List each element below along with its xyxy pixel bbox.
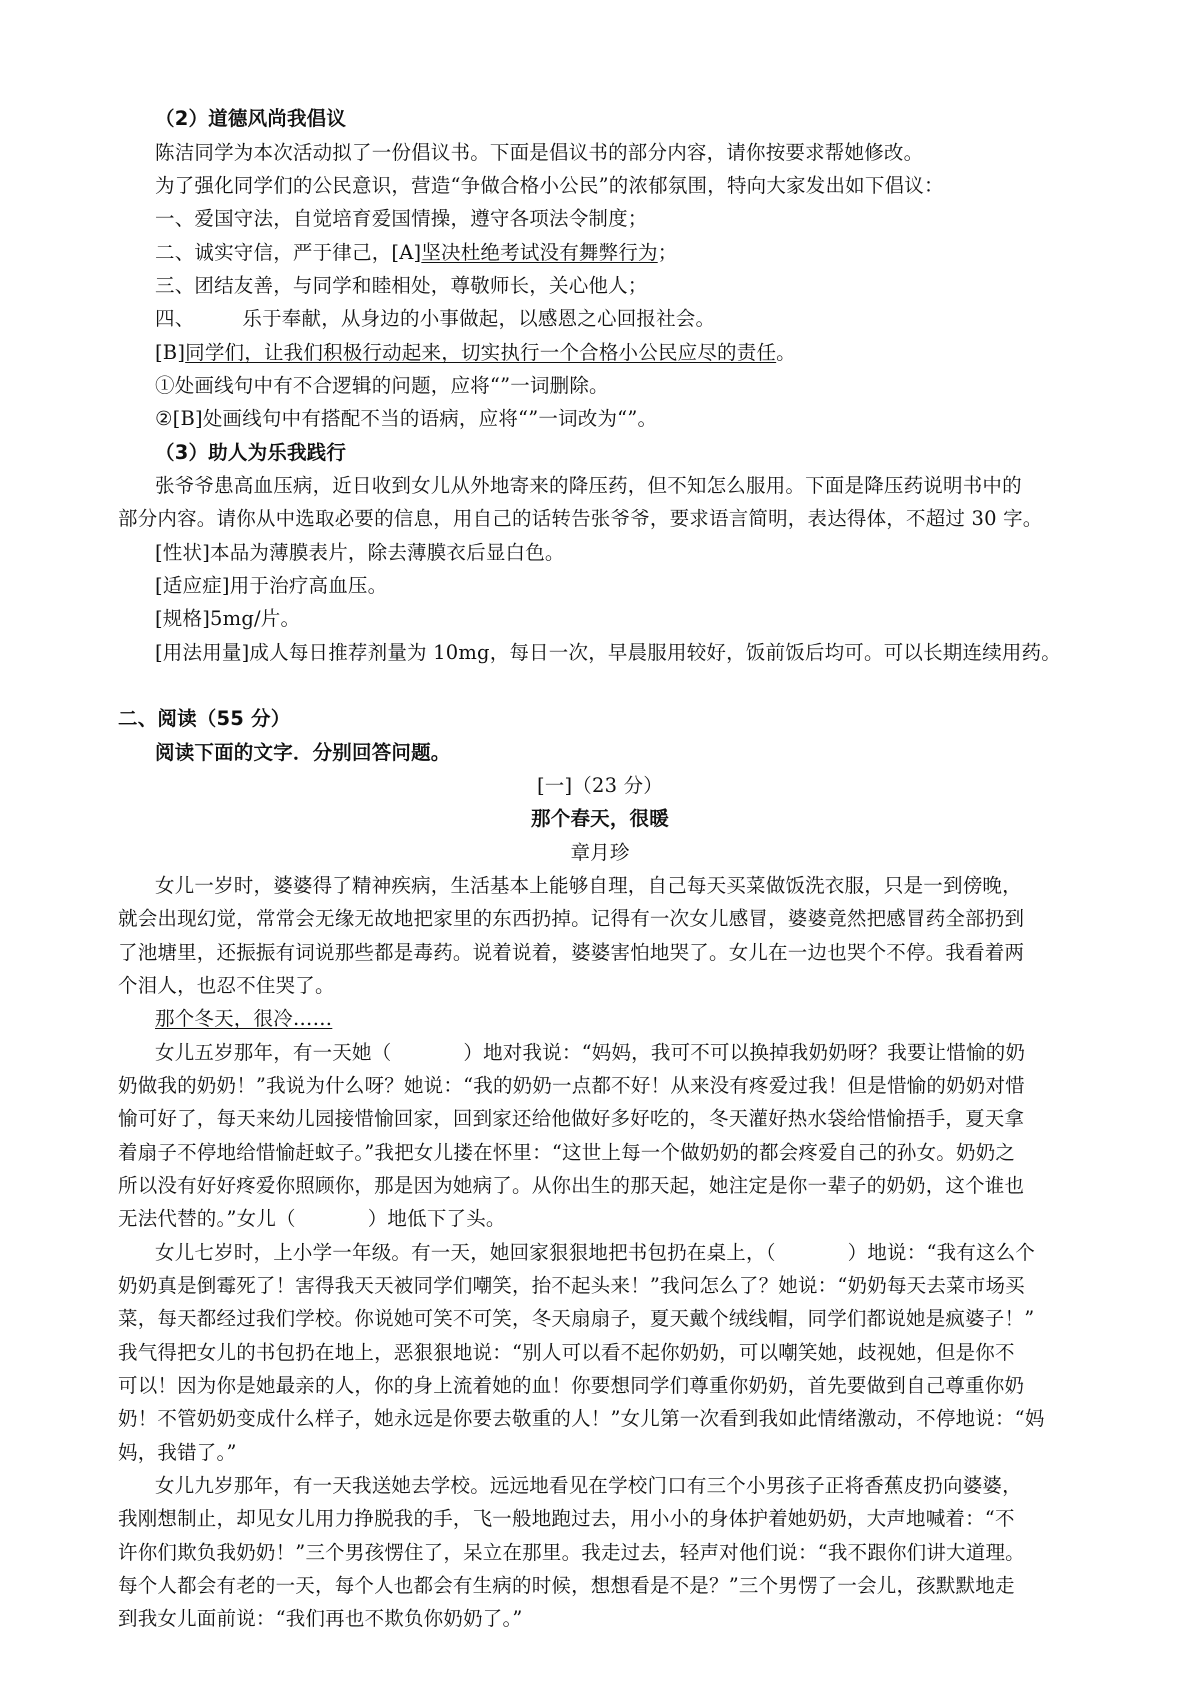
story-line: 我刚想制止，却见女儿用力挣脱我的手，飞一般地跑过去，用小小的身体护着她奶奶，大声地喊着：“不 [118, 1507, 1015, 1530]
story-line: 每个人都会有老的一天，每个人也都会有生病的时候，想想看是不是？”三个男愣了一会儿，孩默默地走 [118, 1574, 1015, 1597]
underlined-sentence-a: 坚决杜绝考试没有舞弊行为 [421, 241, 658, 264]
part-heading: 二、阅读（55 分） [118, 707, 291, 730]
paragraph-line: 部分内容。请你从中选取必要的信息，用自己的话转告张爷爷，要求语言简明，表达得体，不超过 30 字。 [118, 507, 1043, 530]
label-indication: [适应症]用于治疗高血压。 [155, 574, 388, 597]
story-line: 所以没有好好疼爱你照顾你，那是因为她病了。从你出生的那天起，她注定是你一辈子的奶奶，这个谁也 [118, 1174, 1025, 1197]
question-2: ②[B]处画线句中有搭配不当的语病，应将“”一词改为“”。 [155, 407, 658, 430]
story-text: ）地低下了头。 [367, 1207, 506, 1230]
story-line [118, 1206, 1098, 1232]
paragraph-line: 张爷爷患高血压病，近日收到女儿从外地寄来的降压药，但不知怎么服用。下面是降压药说明书中的 [155, 474, 1022, 497]
item-2-text: 二、诚实守信，严于律己，[A] [155, 241, 422, 264]
item-4-number: 四、 [155, 307, 195, 330]
item-4-text: 乐于奉献，从身边的小事做起，以感恩之心回报社会。 [242, 307, 716, 330]
reading-instruction: 阅读下面的文字．分别回答问题。 [155, 741, 451, 764]
section-marker: [一]（23 分） [536, 774, 664, 797]
proposal-closing [155, 340, 1095, 366]
story-line: 我气得把女儿的书包扔在地上，恶狠狠地说：“别人可以看不起你奶奶，可以嘲笑她，歧视她，但是你不 [118, 1341, 1015, 1364]
story-line: 愉可好了，每天来幼儿园接惜愉回家，回到家还给他做好多好吃的，冬天灌好热水袋给惜愉捂手，夏天拿 [118, 1107, 1025, 1130]
story-line [155, 1040, 1095, 1066]
underlined-sentence-b: 同学们，让我们积极行动起来，切实执行一个合格小公民应尽的责任 [185, 341, 777, 364]
story-author: 章月珍 [570, 841, 630, 864]
label-property: [性状]本品为薄膜表片，除去薄膜衣后显白色。 [155, 541, 565, 564]
question-1: ①处画线句中有不合逻辑的问题，应将“”一词删除。 [155, 374, 609, 397]
story-line: 女儿九岁那年，有一天我送她去学校。远远地看见在学校门口有三个小男孩子正将香蕉皮扔向婆婆， [155, 1474, 1022, 1497]
proposal-item-2 [155, 240, 1095, 266]
story-line: 奶！不管奶奶变成什么样子，她永远是你要去敬重的人！”女儿第一次看到我如此情绪激动，不停地说：“妈 [118, 1407, 1045, 1430]
section-heading-3: （3）助人为乐我践行 [155, 441, 347, 464]
story-line: 许你们欺负我奶奶！”三个男孩愣住了，呆立在那里。我走过去，轻声对他们说：“我不跟你们讲大道理。 [118, 1541, 1025, 1564]
story-text: 女儿五岁那年，有一天她（ [155, 1041, 392, 1064]
paragraph-intro: 陈洁同学为本次活动拟了一份倡议书。下面是倡议书的部分内容，请你按要求帮她修改。 [155, 141, 924, 164]
proposal-lead: 为了强化同学们的公民意识，营造“争做合格小公民”的浓郁氛围，特向大家发出如下倡议： [155, 174, 944, 197]
story-line: 可以！因为你是她最亲的人，你的身上流着她的血！你要想同学们尊重你奶奶，首先要做到自己尊重你奶 [118, 1374, 1025, 1397]
story-line: 菜，每天都经过我们学校。你说她可笑不可笑，冬天扇扇子，夏天戴个绒线帽，同学们都说她是疯婆子！” [118, 1307, 1035, 1330]
story-line [155, 1240, 1095, 1266]
story-line: 就会出现幻觉，常常会无缘无故地把家里的东西扔掉。记得有一次女儿感冒，婆婆竟然把感冒药全部扔到 [118, 907, 1025, 930]
story-line: 了池塘里，还振振有词说那些都是毒药。说着说着，婆婆害怕地哭了。女儿在一边也哭个不停。我看着两 [118, 941, 1025, 964]
story-line: 着扇子不停地给惜愉赶蚊子。”我把女儿搂在怀里：“这世上每一个做奶奶的都会疼爱自己的孙女。奶奶之 [118, 1141, 1016, 1164]
story-line: 个泪人，也忍不住哭了。 [118, 974, 335, 997]
story-line: 奶做我的奶奶！”我说为什么呀？她说：“我的奶奶一点都不好！从来没有疼爱过我！但是惜愉的奶奶对惜 [118, 1074, 1025, 1097]
section-heading-2: （2）道德风尚我倡议 [155, 107, 347, 130]
story-line: 到我女儿面前说：“我们再也不欺负你奶奶了。” [118, 1607, 523, 1630]
label-dosage: [用法用量]成人每日推荐剂量为 10mg，每日一次，早晨服用较好，饭前饭后均可。可以长期连续用药。 [155, 641, 1062, 664]
story-line: 妈，我错了。” [118, 1441, 237, 1464]
winter-line: 那个冬天，很冷…… [155, 1007, 333, 1030]
marker-b: [B] [155, 341, 186, 364]
story-line: 女儿一岁时，婆婆得了精神疾病，生活基本上能够自理，自己每天买菜做饭洗衣服，只是一到傍晚， [155, 874, 1022, 897]
proposal-item-1: 一、爱国守法，自觉培育爱国情操，遵守各项法令制度； [155, 207, 648, 230]
proposal-item-4 [155, 306, 1095, 332]
proposal-item-3: 三、团结友善，与同学和睦相处，尊敬师长，关心他人； [155, 274, 648, 297]
story-title: 那个春天，很暖 [531, 807, 669, 830]
story-text: 女儿七岁时，上小学一年级。有一天，她回家狠狠地把书包扔在桌上，（ [155, 1241, 776, 1264]
item-2-end: ； [657, 241, 678, 264]
label-spec: [规格]5mg/片。 [155, 607, 301, 630]
story-text: ）地对我说：“妈妈，我可不可以换掉我奶奶呀？我要让惜愉的奶 [463, 1041, 1026, 1064]
closing-end: 。 [776, 341, 796, 364]
story-text: ）地说：“我有这么个 [847, 1241, 1036, 1264]
story-line: 奶奶真是倒霉死了！害得我天天被同学们嘲笑，抬不起头来！”我问怎么了？她说：“奶奶每天去菜市场买 [118, 1274, 1025, 1297]
story-text: 无法代替的。”女儿（ [118, 1207, 296, 1230]
